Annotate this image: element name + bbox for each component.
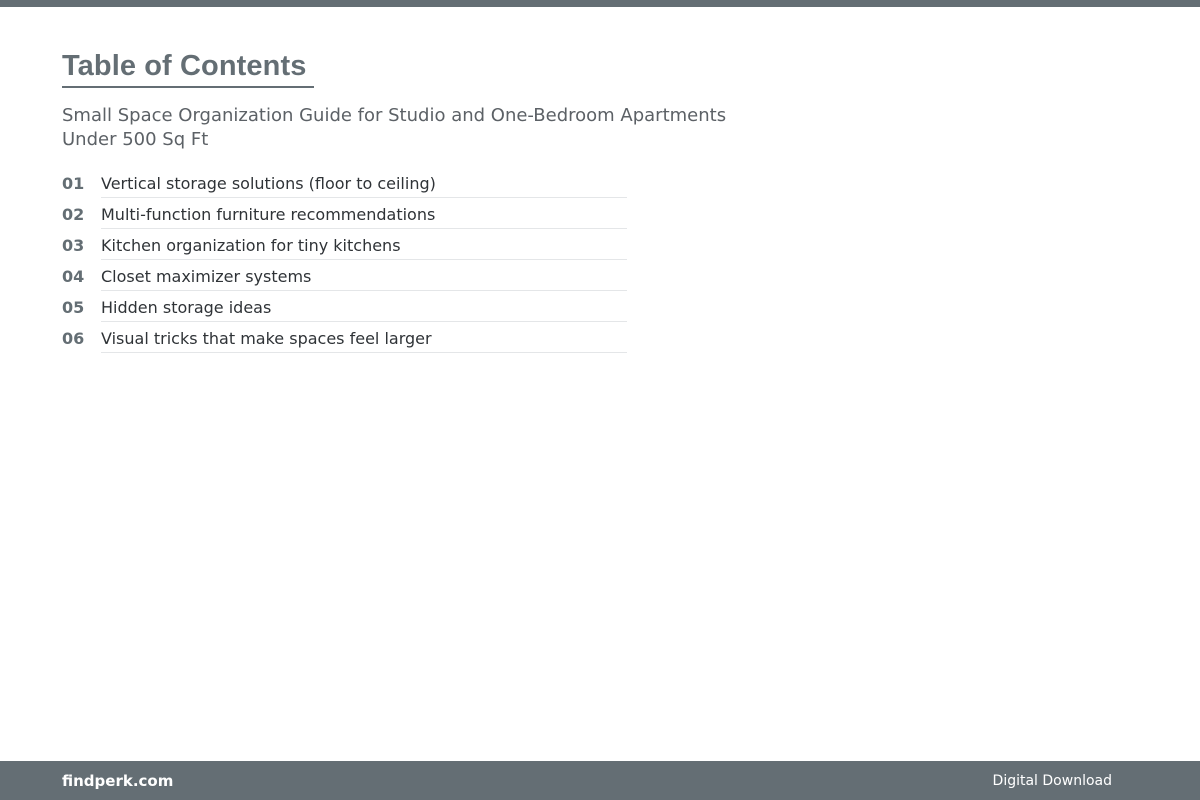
footer-brand: findperk.com [62,772,174,790]
title-underline [62,86,314,88]
toc-item-label: Hidden storage ideas [101,297,627,322]
page-subtitle: Small Space Organization Guide for Studio and One-Bedroom Apartments Under 500 Sq Ft [62,105,727,150]
toc-item-number: 01 [62,174,85,193]
toc-item-number: 02 [62,205,85,224]
footer-bar [0,761,1200,800]
heading [62,46,314,88]
toc-item [62,260,627,291]
toc-item-number: 03 [62,236,85,255]
toc-item-label: Closet maximizer systems [101,266,627,291]
toc-item-label: Vertical storage solutions (floor to ceiling) [101,173,627,198]
table-of-contents [62,167,627,353]
toc-item [62,322,627,353]
page-title: Table of Contents [62,50,307,82]
toc-item-label: Multi-function furniture recommendations [101,204,627,229]
footer-label: Digital Download [992,773,1112,789]
toc-item [62,229,627,260]
toc-item-label: Visual tricks that make spaces feel larger [101,328,627,353]
toc-item-number: 05 [62,298,85,317]
toc-item [62,167,627,198]
toc-item-number: 04 [62,267,85,286]
top-accent-bar [0,0,1200,7]
toc-item-number: 06 [62,329,85,348]
toc-item [62,198,627,229]
toc-item [62,291,627,322]
toc-item-label: Kitchen organization for tiny kitchens [101,235,627,260]
